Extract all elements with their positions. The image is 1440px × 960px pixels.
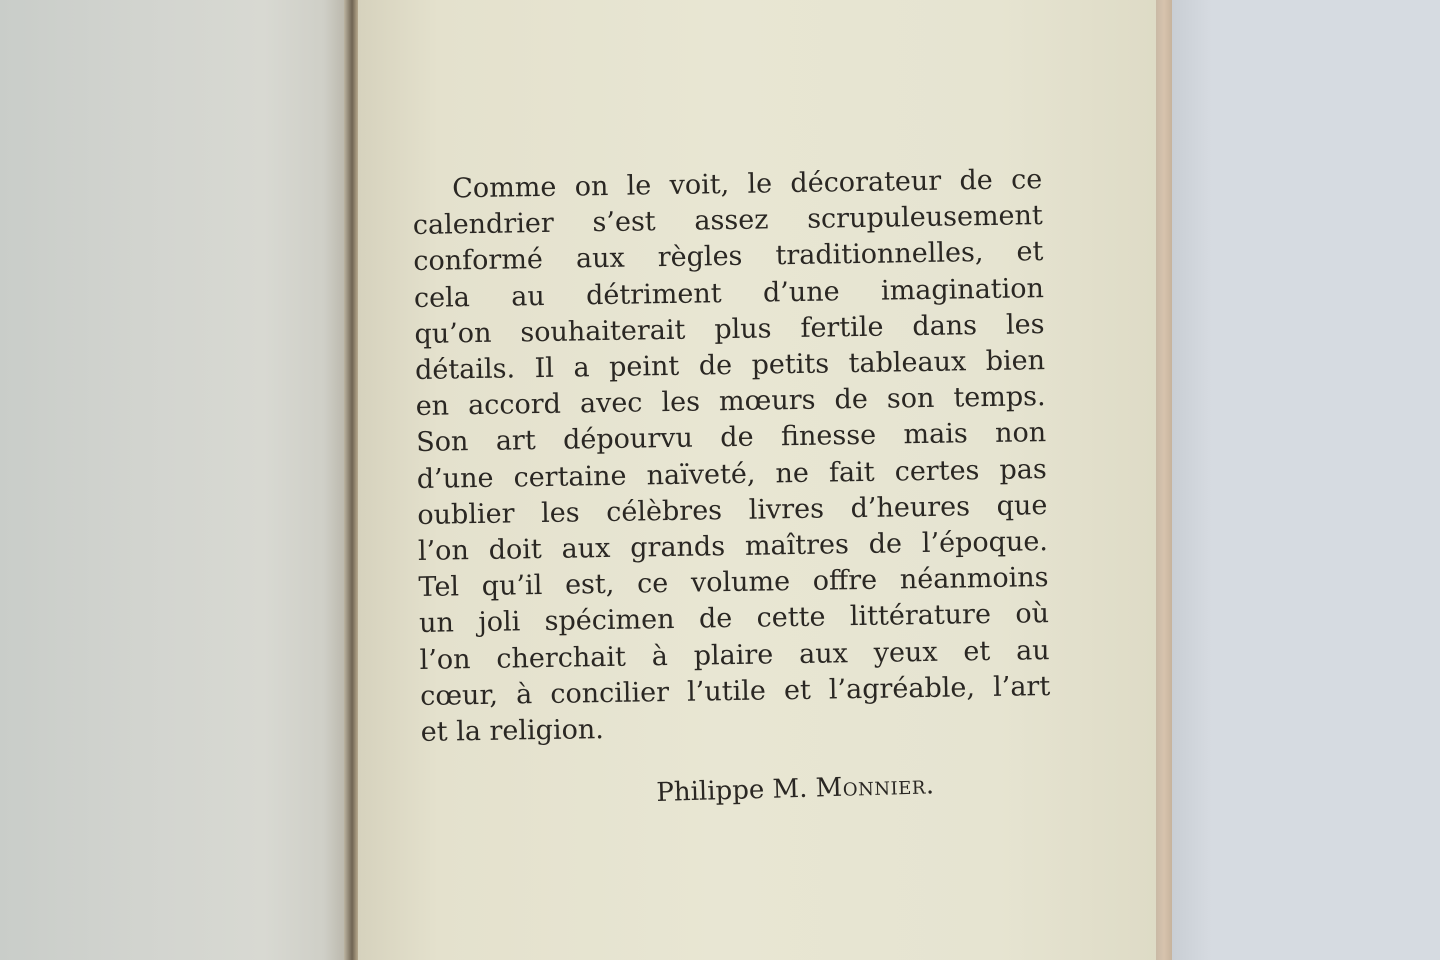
text-line: oublier les célèbres livres d’heures que (417, 489, 1048, 531)
page-edge (1156, 0, 1172, 960)
text-line: Comme on le voit, le décorateur de ce (452, 164, 1043, 205)
signature-first-name: Philippe M. (656, 773, 808, 808)
text-line: Son art dépourvu de finesse mais non (416, 417, 1047, 459)
text-line: détails. Il a peint de petits tableaux bien (414, 345, 1046, 386)
text-line: en accord avec les mœurs de son temps. (415, 381, 1046, 423)
text-line: et la religion. (420, 714, 605, 748)
signature-last-name: Monnier. (815, 770, 935, 804)
text-line: un joli spécimen de cette littérature où (418, 598, 1050, 640)
body-paragraph (412, 162, 1051, 751)
text-line: l’on cherchait à plaire aux yeux et au (419, 634, 1050, 676)
left-page (0, 0, 352, 960)
background-surface (1172, 0, 1212, 960)
text-line: d’une certaine naïveté, ne fait certes pas (416, 453, 1047, 495)
text-line: cela au détriment d’une imagination (413, 272, 1045, 314)
text-line: qu’on souhaiterait plus fertile dans les (414, 308, 1045, 350)
text-line: cœur, à concilier l’utile et l’agréable, l’art (419, 670, 1051, 712)
text-line: conformé aux règles traditionnelles, et (413, 236, 1044, 278)
text-line: calendrier s’est assez scrupuleusement (412, 200, 1044, 242)
text-line: Tel qu’il est, ce volume offre néanmoins (418, 562, 1049, 604)
text-line: l’on doit aux grands maîtres de l’époque. (417, 526, 1049, 567)
